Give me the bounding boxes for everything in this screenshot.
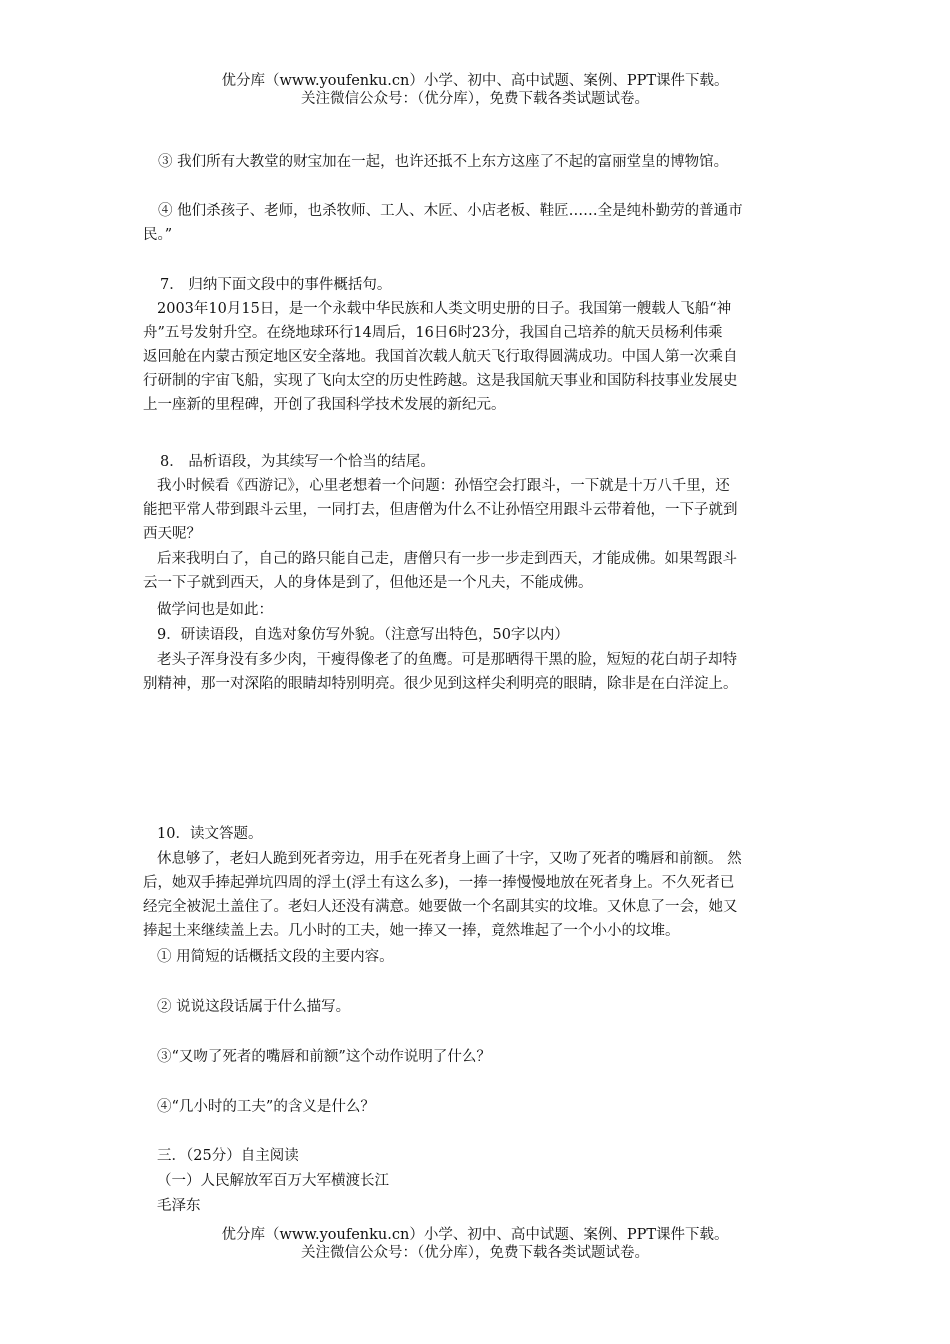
q10-sub-4: ④“几小时的工夫”的含义是什么？ xyxy=(157,1099,375,1115)
item-4-line: 民。” xyxy=(143,227,173,243)
text-line: 休息够了，老妇人跪到死者旁边，用手在死者身上画了十字，又吻了死者的嘴唇和前额。 然 xyxy=(157,851,742,867)
q9-title: 9．研读语段，自选对象仿写外貌。（注意写出特色，50字以内） xyxy=(157,627,569,643)
text-line: 返回舱在内蒙古预定地区安全落地。我国首次载人航天飞行取得圆满成功。中国人第一次乘自 xyxy=(143,349,738,365)
q8-paragraph-3: 做学问也是如此： xyxy=(157,602,273,618)
text-line: 云一下子就到西天，人的身体是到了，但他还是一个凡夫，不能成佛。 xyxy=(143,575,593,591)
text-line: 捧起土来继续盖上去。几小时的工夫，她一捧又一捧，竟然堆起了一个小小的坟堆。 xyxy=(143,923,680,939)
text-line: 行研制的宇宙飞船，实现了飞向太空的历史性跨越。这是我国航天事业和国防科技事业发展史 xyxy=(143,373,738,389)
footer-line-1: 优分库（www.youfenku.cn）小学、初中、高中试题、案例、PPT课件下载。 xyxy=(221,1227,729,1243)
text-line: 上一座新的里程碑，开创了我国科学技术发展的新纪元。 xyxy=(143,397,506,413)
item-3: ③ 我们所有大教堂的财宝加在一起，也许还抵不上东方这座了不起的富丽堂皇的博物馆。 xyxy=(158,154,729,170)
text-line: 我小时候看《西游记》，心里老想着一个问题：孙悟空会打跟斗，一下就是十万八千里，还 xyxy=(157,478,730,494)
q8-title: 8． 品析语段，为其续写一个恰当的结尾。 xyxy=(160,454,435,470)
q10-title: 10．读文答题。 xyxy=(157,826,263,842)
q10-sub-1: ① 用简短的话概括文段的主要内容。 xyxy=(157,949,394,965)
page-header xyxy=(0,72,950,108)
q7-title: 7． 归纳下面文段中的事件概括句。 xyxy=(160,277,392,293)
text-line: 西天呢？ xyxy=(143,526,201,542)
q10-sub-2: ② 说说这段话属于什么描写。 xyxy=(157,999,351,1015)
q10-text xyxy=(143,847,811,943)
text-line: 后来我明白了，自己的路只能自己走，唐僧只有一步一步走到西天，才能成佛。如果驾跟斗 xyxy=(157,551,737,567)
q9-text xyxy=(143,648,811,696)
footer-line-2: 关注微信公众号：（优分库），免费下载各类试题试卷。 xyxy=(301,1245,649,1261)
text-line: 经完全被泥土盖住了。老妇人还没有满意。她要做一个名副其实的坟堆。又休息了一会，她又 xyxy=(143,899,738,915)
q7-text xyxy=(143,297,811,417)
item-4 xyxy=(143,199,811,247)
header-line-1: 优分库（www.youfenku.cn）小学、初中、高中试题、案例、PPT课件下载。 xyxy=(221,73,729,89)
q10-sub-3: ③“又吻了死者的嘴唇和前额”这个动作说明了什么？ xyxy=(157,1049,491,1065)
q8-paragraph-1 xyxy=(143,474,811,546)
header-line-2: 关注微信公众号：（优分库），免费下载各类试题试卷。 xyxy=(301,91,649,107)
part-3-author: 毛泽东 xyxy=(157,1198,201,1214)
text-line: 别精神，那一对深陷的眼睛却特别明亮。很少见到这样尖利明亮的眼睛，除非是在白洋淀上。 xyxy=(143,676,738,692)
text-line: 能把平常人带到跟斗云里，一同打去，但唐僧为什么不让孙悟空用跟斗云带着他，一下子就到 xyxy=(143,502,738,518)
item-4-line: ④ 他们杀孩子、老师，也杀牧师、工人、木匠、小店老板、鞋匠……全是纯朴勤劳的普通市 xyxy=(158,203,743,219)
part-3-heading: 三．（25分）自主阅读 xyxy=(157,1148,299,1164)
text-line: 后，她双手捧起弹坑四周的浮土(浮土有这么多)，一捧一捧慢慢地放在死者身上。不久死者已 xyxy=(143,875,735,891)
part-3-article-title: （一）人民解放军百万大军横渡长江 xyxy=(157,1173,389,1189)
text-line: 2003年10月15日，是一个永载中华民族和人类文明史册的日子。我国第一艘载人飞船“神 xyxy=(157,301,732,317)
q8-paragraph-2 xyxy=(143,547,811,595)
text-line: 舟”五号发射升空。在绕地球环行14周后，16日6时23分，我国自己培养的航天员杨利伟乘 xyxy=(143,325,723,341)
page-footer xyxy=(0,1226,950,1262)
text-line: 老头子浑身没有多少肉，干瘦得像老了的鱼鹰。可是那晒得干黑的脸，短短的花白胡子却特 xyxy=(157,652,737,668)
